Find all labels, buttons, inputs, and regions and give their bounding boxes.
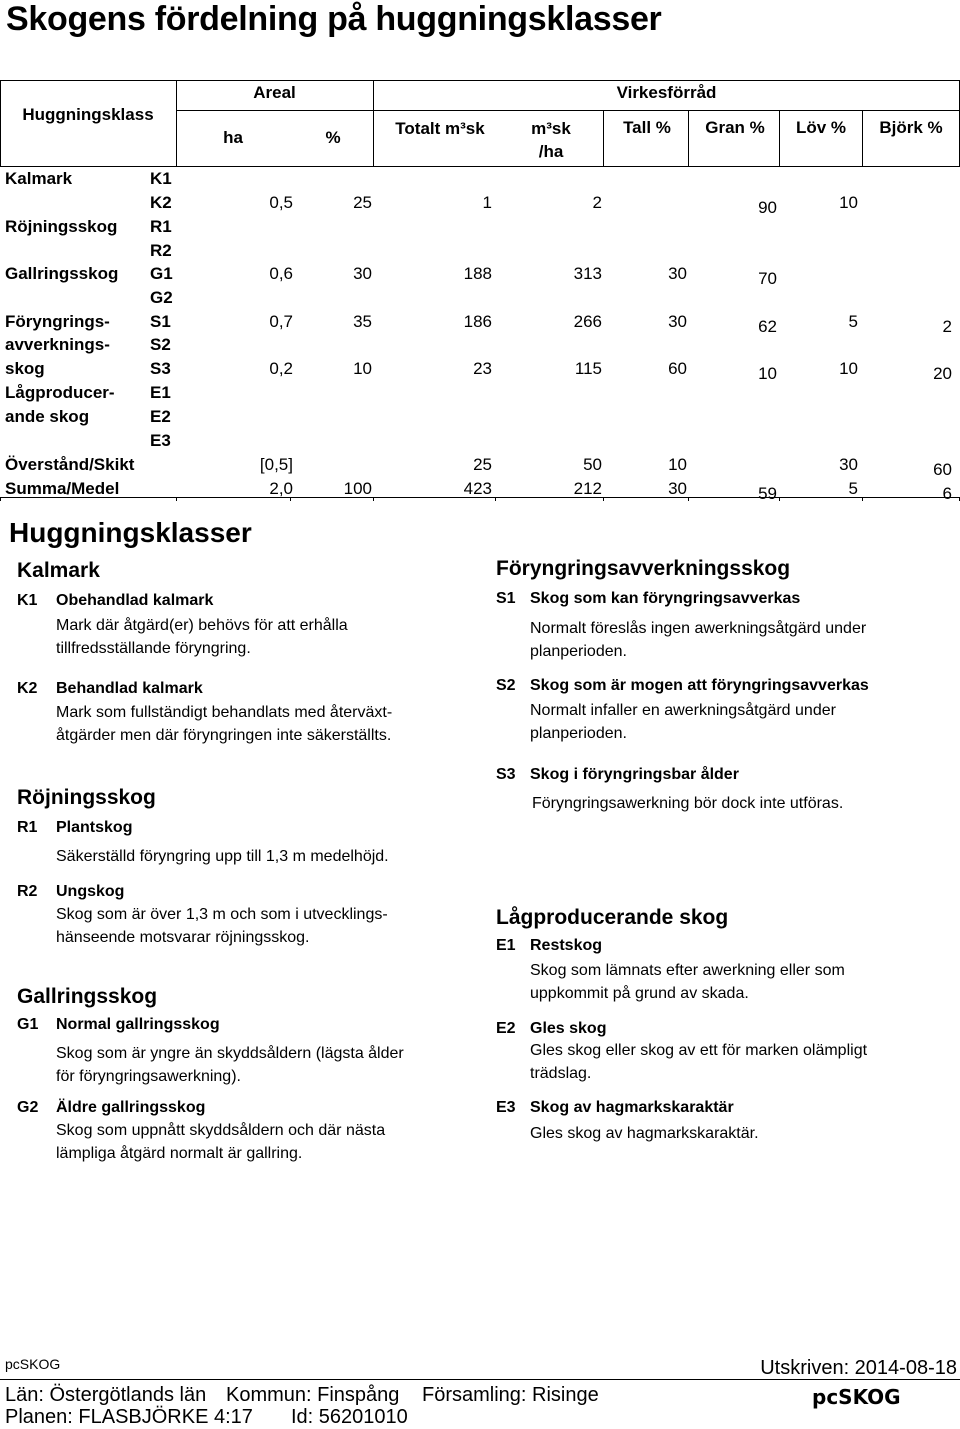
areal-underline [176, 110, 373, 111]
desc-k2: Mark som fullständigt behandlats med återväxt- [56, 704, 393, 721]
group-foryngringsavverkningsskog: Föryngringsavverkningsskog [496, 557, 791, 580]
desc-e1: uppkommit på grund av skada. [530, 985, 749, 1002]
cell-ha: 0,6 [269, 264, 293, 283]
desc-g1: Skog som är yngre än skyddsåldern (lägsta ålder [56, 1045, 404, 1062]
row-label: Gallringsskog [5, 264, 119, 283]
title-k1: Obehandlad kalmark [56, 592, 214, 609]
code-e2: E2 [496, 1020, 516, 1037]
row-code: G1 [150, 264, 173, 283]
cell-lov: 30 [839, 455, 858, 474]
code-k2: K2 [17, 680, 38, 697]
header-lov: Löv % [795, 118, 847, 137]
footer-rule [0, 1379, 960, 1380]
header-bjork: Björk % [879, 118, 943, 137]
code-g1: G1 [17, 1016, 39, 1033]
desc-s2: planperioden. [530, 725, 627, 742]
cell-pct: 25 [353, 193, 372, 212]
cell-per-ha: 212 [573, 479, 602, 498]
title-k2: Behandlad kalmark [56, 680, 203, 697]
header-virkesforrad: Virkesförråd [616, 83, 717, 102]
cell-gran: 62 [758, 317, 777, 336]
cell-pct: 10 [353, 359, 372, 378]
cell-pct: 100 [343, 479, 372, 498]
tick [862, 497, 863, 501]
desc-e1: Skog som lämnats efter awerkning eller som [530, 962, 845, 979]
desc-k1: Mark där åtgärd(er) behövs för att erhålla [56, 617, 348, 634]
desc-s1: planperioden. [530, 643, 627, 660]
header-huggningsklass: Huggningsklass [22, 105, 154, 124]
tick [495, 497, 496, 501]
code-s3: S3 [496, 766, 516, 783]
desc-s1: Normalt föreslås ingen awerkningsåtgärd under [530, 620, 867, 637]
row-label: ande skog [5, 407, 90, 426]
cell-lov: 5 [848, 312, 858, 331]
title-s1: Skog som kan föryngringsavverkas [530, 590, 801, 607]
title-s3: Skog i föryngringsbar ålder [530, 766, 739, 783]
desc-s2: Normalt infaller en awerkningsåtgärd under [530, 702, 836, 719]
virkesforrad-underline [373, 110, 960, 111]
row-code: E3 [150, 431, 171, 450]
table-top-rule [0, 80, 960, 81]
desc-g2: lämpliga åtgärd normalt är gallring. [56, 1145, 303, 1162]
cell-per-ha: 266 [573, 312, 602, 331]
cell-gran: 59 [758, 484, 777, 503]
tick [688, 497, 689, 501]
huggningsklass-table [0, 0, 960, 510]
tick [176, 497, 177, 501]
cell-lov: 5 [848, 479, 858, 498]
cell-gran: 70 [758, 269, 777, 288]
footer-printed-date: Utskriven: 2014-08-18 [760, 1357, 957, 1379]
cell-tall: 30 [668, 312, 687, 331]
header-areal: Areal [253, 83, 296, 102]
cell-per-ha: 115 [574, 359, 602, 378]
header-pct: % [325, 128, 341, 147]
desc-e3: Gles skog av hagmarkskaraktär. [530, 1125, 759, 1142]
cell-tall: 10 [668, 455, 687, 474]
legend-title: Huggningsklasser [9, 517, 252, 548]
footer-id: Id: 56201010 [291, 1406, 408, 1428]
row-label: Överstånd/Skikt [5, 455, 135, 474]
row-label: Röjningsskog [5, 217, 118, 236]
cell-totalt: 423 [463, 479, 492, 498]
footer-kommun: Kommun: Finspång [226, 1384, 400, 1406]
header-bottom-rule [0, 166, 960, 167]
title-s2: Skog som är mogen att föryngringsavverkas [530, 677, 869, 694]
code-r2: R2 [17, 883, 38, 900]
row-code: G2 [150, 288, 173, 307]
footer-lan: Län: Östergötlands län [5, 1384, 207, 1406]
group-lagproducerande-skog: Lågproducerande skog [496, 906, 729, 929]
row-code: E2 [150, 407, 171, 426]
row-code: S3 [150, 359, 171, 378]
cell-bjork: 6 [942, 484, 952, 503]
cell-per-ha: 2 [592, 193, 602, 212]
row-label: Lågproducer- [5, 383, 115, 402]
code-e1: E1 [496, 937, 516, 954]
row-code: R2 [150, 241, 172, 260]
tick [373, 497, 374, 501]
desc-r2: hänseende motsvarar röjningsskog. [56, 929, 310, 946]
cell-totalt: 186 [463, 312, 492, 331]
code-r1: R1 [17, 819, 38, 836]
cell-bjork: 60 [933, 460, 952, 479]
cell-pct: 30 [353, 264, 372, 283]
header-tall: Tall % [623, 118, 671, 137]
cell-totalt: 1 [482, 193, 492, 212]
code-s2: S2 [496, 677, 516, 694]
row-code: K2 [150, 193, 172, 212]
footer-forsamling: Församling: Risinge [422, 1384, 599, 1406]
cell-lov: 10 [839, 193, 858, 212]
row-label: Kalmark [5, 169, 73, 188]
cell-ha: 0,7 [269, 312, 293, 331]
group-kalmark: Kalmark [17, 559, 100, 582]
desc-g1: för föryngringsawerkning). [56, 1068, 241, 1085]
cell-bjork: 2 [942, 317, 952, 336]
tick [779, 497, 780, 501]
page-title: Skogens fördelning på huggningsklasser [6, 0, 662, 38]
cell-tall: 30 [668, 479, 687, 498]
desc-k1: tillfredsställande föryngring. [56, 640, 251, 657]
cell-totalt: 23 [473, 359, 492, 378]
desc-k2: åtgärder men där föryngringen inte säkerställts. [56, 727, 392, 744]
row-code: S2 [150, 335, 171, 354]
title-r2: Ungskog [56, 883, 125, 900]
desc-r2: Skog som är över 1,3 m och som i utvecklings- [56, 906, 388, 923]
header-ha: ha [223, 128, 243, 147]
row-label: Summa/Medel [5, 479, 120, 498]
desc-g2: Skog som uppnått skyddsåldern och där nästa [56, 1122, 386, 1139]
title-g2: Äldre gallringsskog [56, 1099, 206, 1116]
desc-s3: Föryngringsawerkning bör dock inte utföras. [532, 795, 844, 812]
row-code: S1 [150, 312, 171, 331]
desc-r1: Säkerställd föryngring upp till 1,3 m medelhöjd. [56, 848, 389, 865]
code-k1: K1 [17, 592, 38, 609]
header-totalt: Totalt m³sk [395, 119, 485, 138]
row-label: skog [5, 359, 45, 378]
footer-planen: Planen: FLASBJÖRKE 4:17 [5, 1406, 253, 1428]
footer-brand-small: pcSKOG [5, 1356, 61, 1372]
desc-e2: trädslag. [530, 1065, 592, 1082]
title-e3: Skog av hagmarkskaraktär [530, 1099, 734, 1116]
group-gallringsskog: Gallringsskog [17, 985, 158, 1008]
header-divider [603, 110, 604, 166]
tick [603, 497, 604, 501]
title-e2: Gles skog [530, 1020, 607, 1037]
cell-per-ha: 50 [583, 455, 602, 474]
header-gran: Gran % [705, 118, 765, 137]
pcskog-logo: pcSKOG [812, 1385, 901, 1409]
title-r1: Plantskog [56, 819, 133, 836]
code-g2: G2 [17, 1099, 39, 1116]
cell-gran: 90 [758, 198, 777, 217]
row-code: E1 [150, 383, 171, 402]
row-code: K1 [150, 169, 172, 188]
cell-ha: 0,5 [269, 193, 293, 212]
cell-bjork: 20 [933, 364, 952, 383]
cell-ha: [0,5] [259, 455, 293, 474]
code-e3: E3 [496, 1099, 516, 1116]
cell-ha: 0,2 [269, 359, 293, 378]
cell-tall: 30 [668, 264, 687, 283]
title-g1: Normal gallringsskog [56, 1016, 220, 1033]
cell-per-ha: 313 [573, 264, 602, 283]
cell-tall: 60 [668, 359, 687, 378]
row-label: avverknings- [5, 335, 110, 354]
cell-ha: 2,0 [269, 479, 293, 498]
cell-gran: 10 [758, 364, 777, 383]
code-s1: S1 [496, 590, 516, 607]
title-e1: Restskog [530, 937, 603, 954]
row-label: Föryngrings- [5, 312, 110, 331]
group-rojningsskog: Röjningsskog [17, 786, 156, 809]
tick [0, 497, 1, 501]
header-m3sk-ha: m³sk /ha [531, 119, 571, 161]
cell-totalt: 25 [473, 455, 492, 474]
row-code: R1 [150, 217, 172, 236]
cell-pct: 35 [353, 312, 372, 331]
cell-lov: 10 [839, 359, 858, 378]
desc-e2: Gles skog eller skog av ett för marken olämpligt [530, 1042, 868, 1059]
cell-totalt: 188 [463, 264, 492, 283]
